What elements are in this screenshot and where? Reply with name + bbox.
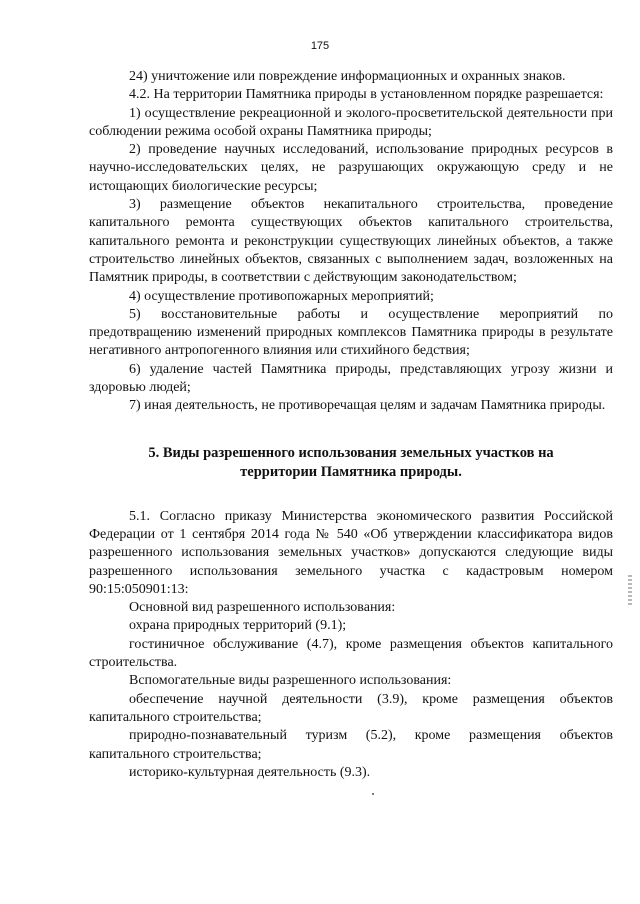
- paragraph-main-use-1: охрана природных территорий (9.1);: [129, 618, 347, 634]
- paragraph-5-1: 5.1. Согласно приказу Министерства экономического развития Российской Федерации от 1 сентября 2014 года № 540 «Об утверждении классификатора видов разрешенного использования земельных участков» допускаются следующие виды разрешенного использования земельного участка с кадастровым номером 90:15:050901:13:: [89, 508, 613, 597]
- paragraph-permitted-6: 6) удаление частей Памятника природы, представляющих угрозу жизни и здоровью людей;: [89, 361, 613, 396]
- scan-edge-mark: [628, 575, 632, 605]
- paragraph-4-2: 4.2. На территории Памятника природы в установленном порядке разрешается:: [129, 87, 604, 103]
- paragraph-permitted-3: 3) размещение объектов некапитального строительства, проведение капитального ремонта существующих объектов капитального строительства, капитального ремонта и реконструкции существующих линейных объектов, а также строительство линейных объектов, связанных с выполнением задач, возложенных на Памятник природы, в соответствии с действующим законодательством;: [89, 197, 613, 286]
- section-heading-line-1: 5. Виды разрешенного использования земельных участков на: [148, 444, 554, 461]
- paragraph-permitted-5: 5) восстановительные работы и осуществление мероприятий по предотвращению изменений природных комплексов Памятника природы в результате негативного антропогенного влияния или стихийного бедствия;: [89, 306, 613, 359]
- scan-speck: [372, 793, 374, 795]
- paragraph-permitted-4: 4) осуществление противопожарных мероприятий;: [129, 288, 434, 304]
- paragraph-main-use-2: гостиничное обслуживание (4.7), кроме размещения объектов капитального строительства.: [89, 636, 613, 671]
- paragraph-aux-use-2: природно-познавательный туризм (5.2), кроме размещения объектов капитального строительства;: [89, 728, 613, 762]
- document-body: [89, 68, 613, 782]
- paragraph-permitted-7: 7) иная деятельность, не противоречащая целям и задачам Памятника природы.: [129, 398, 606, 414]
- page-number: 175: [310, 40, 330, 52]
- paragraph-aux-use-label: Вспомогательные виды разрешенного использования:: [129, 673, 452, 689]
- paragraph-item-24: 24) уничтожение или повреждение информационных и охранных знаков.: [129, 69, 566, 84]
- paragraph-main-use-label: Основной вид разрешенного использования:: [129, 600, 396, 616]
- section-heading-line-2: территории Памятника природы.: [240, 463, 462, 480]
- paragraph-aux-use-1: обеспечение научной деятельности (3.9), кроме размещения объектов капитального строительства;: [89, 691, 613, 725]
- paragraph-permitted-2: 2) проведение научных исследований, использование природных ресурсов в научно-исследовательских целях, не разрушающих окружающую среду и не истощающих биологические ресурсы;: [89, 142, 613, 194]
- paragraph-aux-use-3: историко-культурная деятельность (9.3).: [129, 764, 371, 780]
- paragraph-permitted-1: 1) осуществление рекреационной и эколого-просветительской деятельности при соблюдении режима особой охраны Памятника природы;: [89, 105, 613, 139]
- section-heading: [89, 444, 613, 482]
